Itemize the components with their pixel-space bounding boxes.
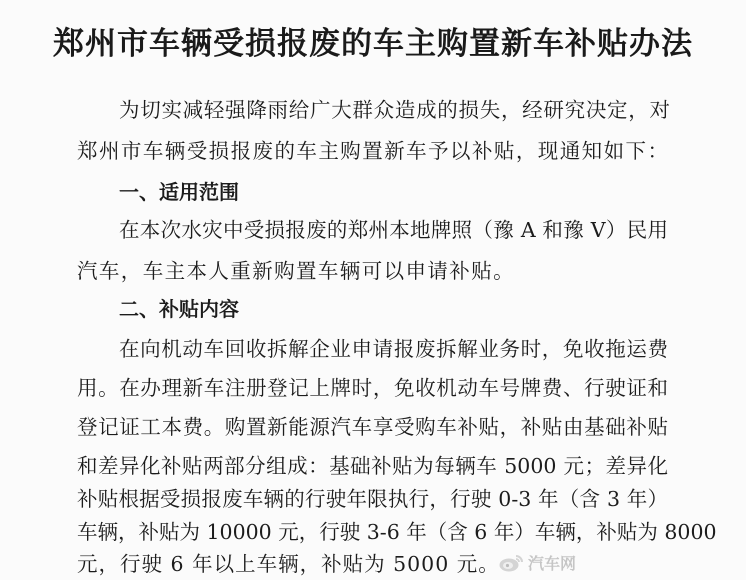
scope-line-1: 在本次水灾中受损报废的郑州本地牌照（豫 A 和豫 V）民用 bbox=[119, 218, 668, 242]
content-line-3: 登记证工本费。购置新能源汽车享受购车补贴，补贴由基础补贴 bbox=[77, 415, 668, 439]
content-line-6: 车辆，补贴为 10000 元，行驶 3-6 年（含 6 年）车辆，补贴为 8000 bbox=[77, 520, 717, 544]
watermark-text: 汽车网 bbox=[528, 554, 577, 573]
weibo-logo-icon bbox=[498, 553, 524, 573]
content-line-1: 在向机动车回收拆解企业申请报废拆解业务时，免收拖运费 bbox=[119, 337, 668, 361]
section-heading-scope: 一、适用范围 bbox=[119, 180, 239, 204]
intro-line-2: 郑州市车辆受损报废的车主购置新车予以补贴，现通知如下： bbox=[77, 139, 668, 163]
document-title: 郑州市车辆受损报废的车主购置新车补贴办法 bbox=[53, 26, 693, 62]
content-line-7: 元，行驶 6 年以上车辆，补贴为 5000 元。 bbox=[77, 552, 500, 576]
content-line-2: 用。在办理新车注册登记上牌时，免收机动车号牌费、行驶证和 bbox=[77, 376, 668, 400]
watermark bbox=[498, 551, 576, 574]
section-heading-content: 二、补贴内容 bbox=[119, 297, 239, 321]
content-line-4: 和差异化补贴两部分组成：基础补贴为每辆车 5000 元；差异化 bbox=[77, 454, 668, 478]
content-line-5: 补贴根据受损报废车辆的行驶年限执行，行驶 0-3 年（含 3 年） bbox=[77, 487, 668, 511]
intro-line-1: 为切实减轻强降雨给广大群众造成的损失，经研究决定，对 bbox=[119, 98, 670, 122]
scope-line-2: 汽车，车主本人重新购置车辆可以申请补贴。 bbox=[77, 259, 515, 283]
